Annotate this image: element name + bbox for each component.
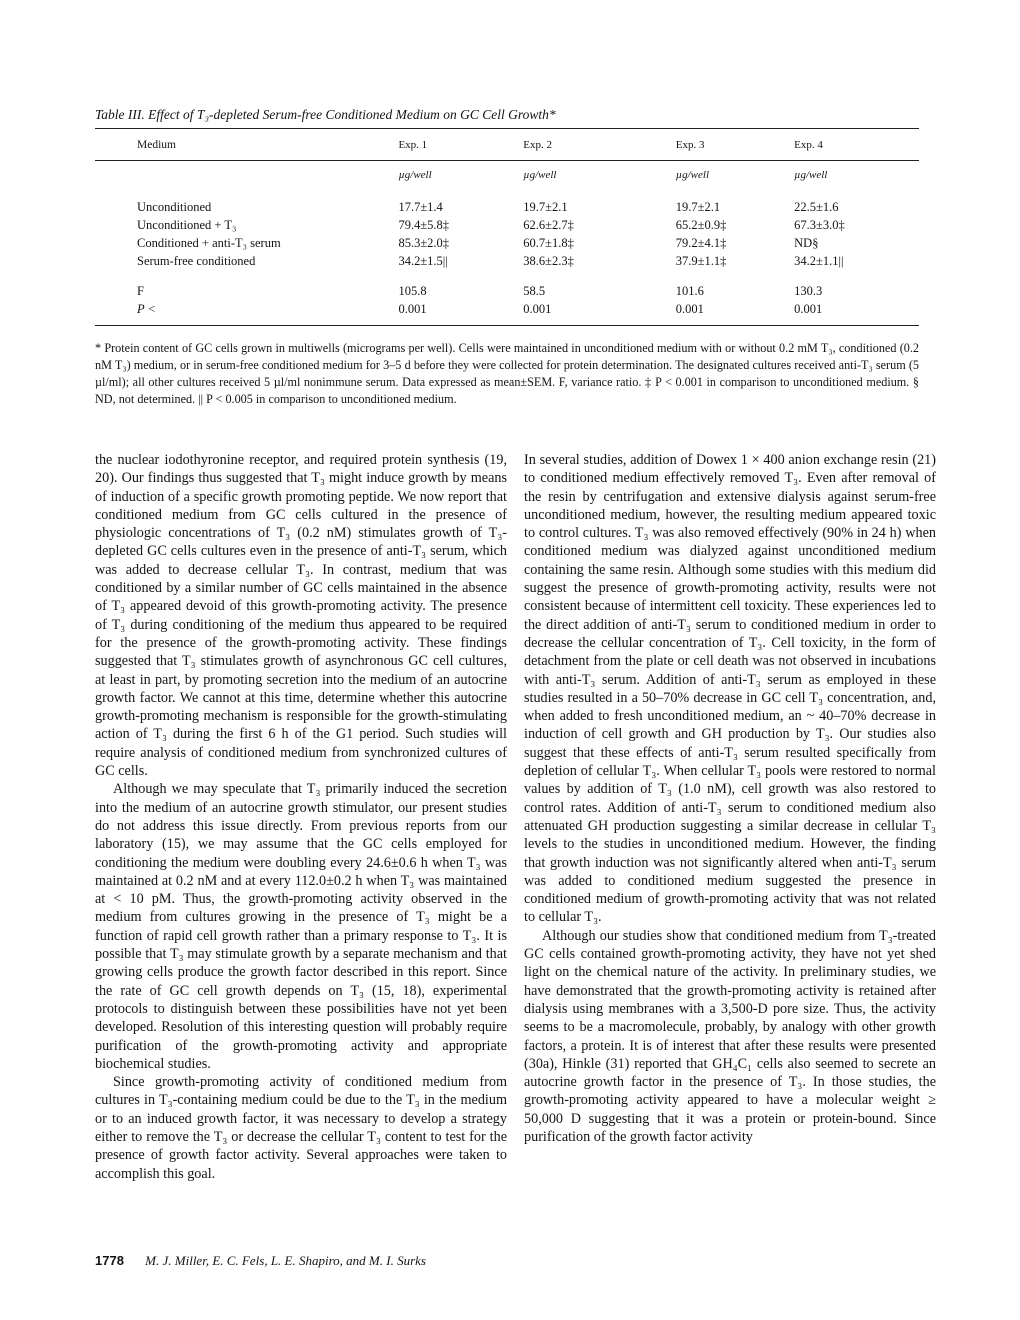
page-footer: [95, 1253, 426, 1269]
row-label: Conditioned + anti-T₃ serum: [137, 235, 281, 250]
left-text-column: [95, 451, 507, 1183]
table-cell: 67.3±3.0‡: [794, 217, 845, 232]
units-cell: µg/well: [794, 168, 828, 181]
row-label: P <: [137, 301, 156, 316]
paragraph: the nuclear iodothyronine receptor, and required protein synthesis (19, 20). Our findings thus suggested that T₃ might induce growth by means of induction of a specific growth promoting peptide. We now report that conditioned medium from GC cells cultured in the presence of physiologic concentrations of T₃ (0.2 nM) stimulates growth of T₃-depleted GC cells cultures even in the presence of anti-T₃ serum, which was added to decrease cellular T₃. In contrast, medium that was conditioned by a similar number of GC cells maintained in the absence of T₃ appeared devoid of this growth-promoting activity. The presence of T₃ during conditioning of the medium thus appeared to be required for the presence of the growth-promoting activity. These findings suggested that T₃ stimulates growth of asynchronous GC cell cultures, at least in part, by promoting secretion into the medium of an autocrine growth factor. We cannot at this time, determine whether this autocrine growth-promoting mechanism is responsible for the growth-stimulating action of T₃ during the first 6 h of the G1 period. Such studies will require analysis of conditioned medium from synchronized cultures of GC cells.: [95, 452, 507, 780]
table-cell: 105.8: [398, 283, 427, 298]
table-cell: 34.2±1.1||: [794, 253, 844, 268]
table-cell: 0.001: [523, 301, 552, 316]
row-label: Unconditioned: [137, 199, 212, 214]
header-exp-2: Exp. 2: [523, 139, 552, 151]
table-cell: 22.5±1.6: [794, 199, 839, 214]
right-text-column: [524, 451, 936, 1146]
table-cell: 0.001: [794, 301, 823, 316]
table-cell: 37.9±1.1‡: [675, 253, 727, 268]
table-cell: 0.001: [675, 301, 704, 316]
table-row: [95, 252, 919, 270]
table-cell: 60.7±1.8‡: [523, 235, 574, 250]
row-label: Serum-free conditioned: [137, 253, 256, 268]
table-cell: 85.3±2.0‡: [398, 235, 450, 250]
header-exp-4: Exp. 4: [794, 139, 823, 151]
table-cell: ND§: [794, 235, 819, 250]
paragraph: Although our studies show that conditioned medium from T₃-treated GC cells contained growth-promoting activity, they have not yet shed light on the chemical nature of the activity. In preliminary studies, we have demonstrated that the growth-promoting activity is retained after dialysis using membranes with a 3,500-D pore size. Thus, the activity seems to be a macromolecule, probably, by analogy with other growth factors, a protein. It is of interest that after these results were presented (30a), Hinkle (31) reported that GH₄C₁ cells also seemed to secrete an autocrine growth factor in the presence of T₃. In those studies, the growth-promoting activity appeared to have a molecular weight ≥ 50,000 D suggesting that it was a protein or protein-bound. Since purification of the growth factor activity: [524, 927, 936, 1145]
table-cell: 38.6±2.3‡: [523, 253, 574, 268]
units-row: [95, 160, 919, 184]
table-row: [95, 234, 919, 252]
table-cell: 79.2±4.1‡: [675, 235, 727, 250]
table-cell: 19.7±2.1: [675, 199, 721, 214]
table-cell: 58.5: [523, 283, 546, 298]
units-cell: µg/well: [523, 168, 557, 181]
table-cell: 34.2±1.5||: [398, 253, 448, 268]
table-header-row: [95, 136, 919, 154]
table-row: [95, 216, 919, 234]
table-top-rule: [95, 128, 919, 129]
table-caption: Table III. Effect of T₃-depleted Serum-free Conditioned Medium on GC Cell Growth*: [95, 107, 556, 122]
header-exp-3: Exp. 3: [675, 139, 705, 151]
header-medium: Medium: [137, 139, 176, 151]
paragraph: In several studies, addition of Dowex 1 × 400 anion exchange resin (21) to conditioned medium effectively removed T₃. Even after removal of the resin by centrifugation and extensive dialysis against serum-free unconditioned medium, however, the resulting medium appeared toxic to control cultures. T₃ was also removed effectively (90% in 24 h) when conditioned medium was dialyzed against unconditioned medium containing the same resin. Although some studies with this medium did suggest the presence of growth-promoting activity, results were not consistent because of intermittent cell toxicity. These experiences led to the direct addition of anti-T₃ serum to conditioned medium in order to decrease the cellular concentration of T₃. Cell toxicity, in the form of detachment from the plate or cell death was not observed in incubations with anti-T₃ serum. Addition of anti-T₃ serum as employed in these studies resulted in a 50–70% decrease in GC cell T₃ concentration, and, when added to fresh unconditioned medium, an ~ 40–70% decrease in induction of cell growth and GH production by T₃. Our studies also suggest that these effects of anti-T₃ serum resulted specifically from depletion of cellular T₃. When cellular T₃ pools were restored to normal values by addition of T₃ (1.0 nM), cell growth was also restored to control rates. Addition of anti-T₃ serum to conditioned medium also attenuated GH production suggesting a similar decrease in cellular T₃ levels to the studies in unconditioned medium. However, the finding that growth induction was not significantly altered when anti-T₃ serum was added to conditioned medium suggested the presence in conditioned medium of growth-promoting activity that was not related to cellular T₃.: [524, 452, 936, 926]
table-cell: 79.4±5.8‡: [398, 217, 450, 232]
table-footnote: * Protein content of GC cells grown in multiwells (micrograms per well). Cells were maintained in unconditioned medium with or without 0.2 mM T₃, conditioned (0.2 nM T₃) medium, or in serum-free conditioned medium for 3–5 d before they were collected for protein determination. The designated cultures received anti-T₃ serum (5 µl/ml); all other cultures received 5 µl/ml nonimmune serum. Data expressed as mean±SEM. F, variance ratio. ‡ P < 0.001 in comparison to unconditioned medium. § ND, not determined. || P < 0.005 in comparison to unconditioned medium.: [95, 341, 919, 406]
table-row: [95, 198, 919, 216]
paragraph: Since growth-promoting activity of conditioned medium from cultures in T₃-containing medium could be due to the T₃ in the medium or to an induced growth factor, it was necessary to develop a strategy either to remove the T₃ or decrease the cellular T₃ content to test for the presence of growth factor activity. Several approaches were taken to accomplish this goal.: [95, 1074, 507, 1182]
page-number: 1778: [95, 1253, 124, 1268]
table-cell: 17.7±1.4: [398, 199, 443, 214]
table-cell: 65.2±0.9‡: [675, 217, 727, 232]
table-cell: 0.001: [398, 301, 427, 316]
stats-row-f: [95, 282, 919, 300]
units-cell: µg/well: [398, 168, 432, 181]
header-exp-1: Exp. 1: [398, 139, 428, 151]
row-label: F: [137, 283, 144, 298]
paragraph: Although we may speculate that T₃ primarily induced the secretion into the medium of an autocrine growth stimulator, our present studies do not address this issue directly. From previous reports from our laboratory (15), we may assume that the GC cells employed for conditioning the medium were doubling every 24.6±0.6 h when T₃ was maintained at 0.2 nM and at every 112.0±0.2 h when T₃ was maintained at < 10 pM. Thus, the growth-promoting activity observed in the medium from cultures growing in the presence of T₃ might be a function of rapid cell growth rather than a primary response to T₃. It is possible that T₃ may stimulate growth by a separate mechanism and that growing cells produce the growth factor described in this report. Since the rate of GC cell growth depends on T₃ (15, 18), experimental protocols to distinguish between these possibilities have not yet been developed. Resolution of this interesting question will probably require purification of the growth-promoting activity and appropriate biochemical studies.: [95, 781, 507, 1072]
table-bottom-rule: [95, 325, 919, 326]
table-cell: 62.6±2.7‡: [523, 217, 574, 232]
stats-row-p: [95, 300, 919, 318]
table-cell: 130.3: [794, 283, 823, 298]
table-cell: 101.6: [675, 283, 704, 298]
results-table: [95, 136, 919, 318]
units-cell: µg/well: [675, 168, 710, 181]
author-list: M. J. Miller, E. C. Fels, L. E. Shapiro, and M. I. Surks: [145, 1253, 426, 1268]
row-label: Unconditioned + T₃: [137, 217, 237, 232]
table-cell: 19.7±2.1: [523, 199, 568, 214]
